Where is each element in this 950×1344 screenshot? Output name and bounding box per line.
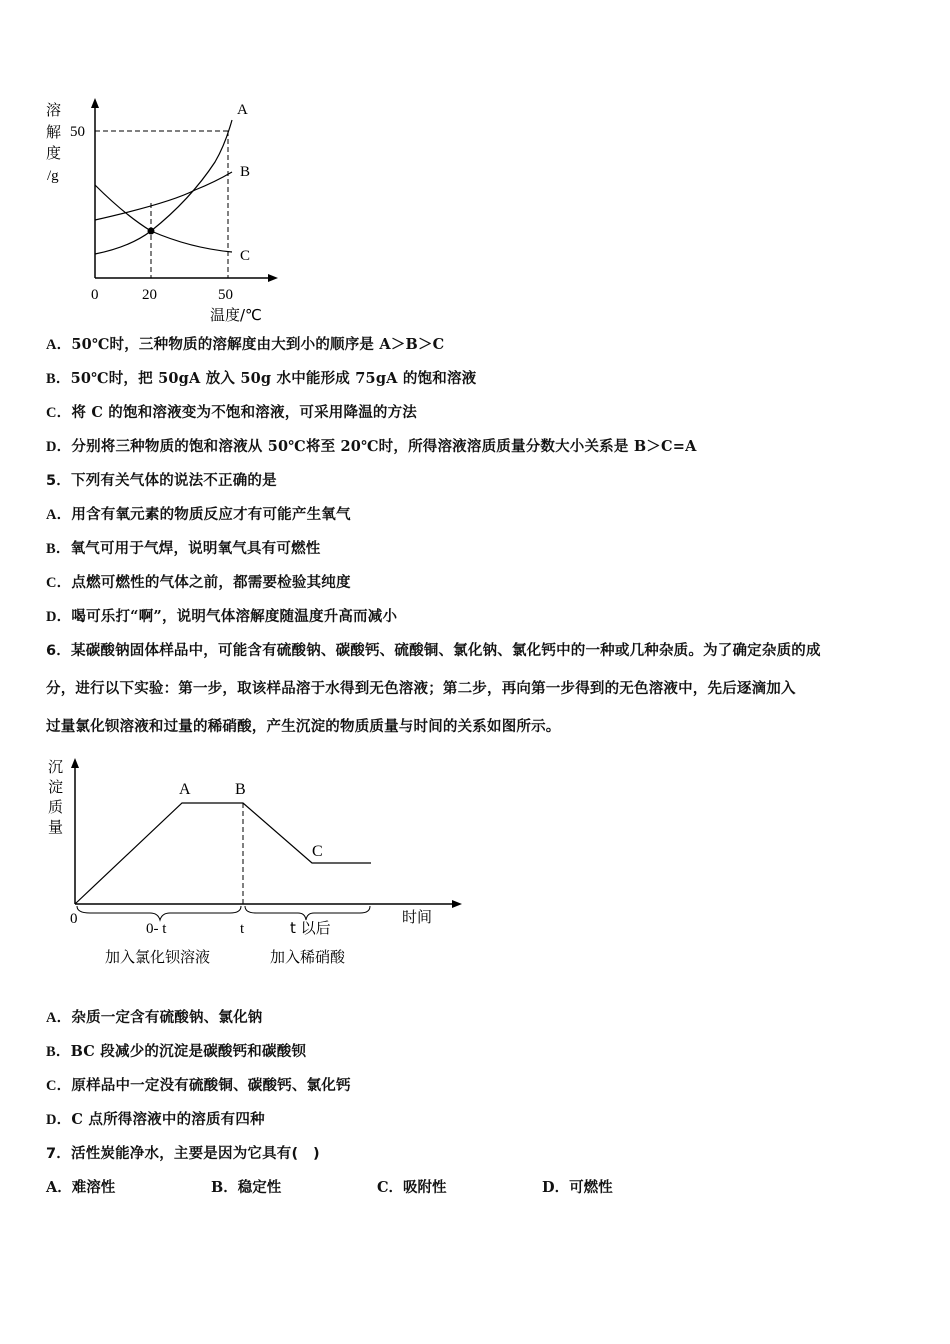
- q6-option-d: [46, 1110, 265, 1130]
- option-label: B．: [46, 541, 71, 557]
- brace-after-t: [245, 906, 370, 920]
- y-axis-label-char: 淀: [48, 778, 64, 796]
- option-text: 氧气可用于气焊，说明氧气具有可燃性: [70, 540, 321, 557]
- q6-stem-line-3: 过量氯化钡溶液和过量的稀硝酸，产生沉淀的物质质量与时间的关系如图所示。: [46, 719, 561, 735]
- option-text: 原样品中一定没有硫酸铜、碳酸钙、氯化钙: [71, 1077, 351, 1094]
- option-label: C．: [46, 1078, 72, 1094]
- precipitate-chart: [40, 750, 480, 980]
- x-tick-20: 20: [142, 287, 157, 303]
- option-label: C．: [377, 1179, 404, 1196]
- q4-option-d: [46, 437, 697, 457]
- q4-option-c: [46, 403, 417, 423]
- action-barium-chloride: 加入氯化钡溶液: [105, 948, 211, 966]
- q5-option-a: [46, 505, 351, 525]
- q4-option-a: [46, 335, 444, 355]
- q7-option-c: [377, 1178, 447, 1198]
- option-label: D．: [46, 609, 72, 625]
- q5-option-c: [46, 573, 351, 593]
- x-tick-50: 50: [218, 287, 233, 303]
- x-axis-label: 温度/℃: [210, 306, 262, 324]
- option-text: C 点所得溶液中的溶质有四种: [71, 1111, 265, 1128]
- option-text: 分别将三种物质的饱和溶液从 50℃将至 20℃时，所得溶液溶质质量分数大小关系是 B＞C=A: [71, 438, 697, 455]
- q5-option-b: [46, 539, 320, 559]
- option-label: B．: [46, 371, 71, 387]
- x-axis-arrow: [268, 274, 278, 282]
- y-tick-50: 50: [70, 124, 85, 140]
- curve-b: [95, 172, 232, 220]
- precipitate-line: [75, 803, 371, 904]
- q7-option-b: [211, 1178, 281, 1198]
- solubility-chart: [40, 90, 300, 330]
- option-text: 用含有氧元素的物质反应才有可能产生氧气: [71, 506, 351, 523]
- q5-option-d: [46, 607, 397, 627]
- y-axis-label-char: 沉: [48, 758, 64, 776]
- q7-option-d: [542, 1178, 613, 1198]
- x-tick-0: 0: [91, 287, 99, 303]
- q7-option-a: [46, 1178, 115, 1198]
- option-text: 稳定性: [237, 1179, 282, 1196]
- option-text: BC 段减少的沉淀是碳酸钙和碳酸钡: [70, 1043, 307, 1060]
- option-text: 可燃性: [569, 1179, 613, 1196]
- intersection-point: [148, 228, 155, 235]
- option-text: 将 C 的饱和溶液变为不饱和溶液，可采用降温的方法: [71, 404, 418, 421]
- q6-option-a: [46, 1008, 262, 1028]
- q6-option-c: [46, 1076, 351, 1096]
- option-label: C．: [46, 405, 72, 421]
- option-label: A．: [46, 507, 72, 523]
- curve-label-c: C: [240, 248, 251, 264]
- y-axis-label-char: 溶: [46, 101, 62, 119]
- origin-label: 0: [70, 911, 78, 927]
- curve-c: [95, 185, 232, 252]
- y-axis-label-char: 量: [48, 818, 64, 836]
- x-axis-arrow: [452, 900, 462, 908]
- option-label: A．: [46, 1179, 72, 1196]
- x-axis-label: 时间: [402, 908, 433, 926]
- y-axis-label-char: 解: [46, 123, 62, 141]
- option-label: A．: [46, 337, 72, 353]
- option-label: C．: [46, 575, 72, 591]
- option-label: D．: [46, 439, 72, 455]
- range-0-t: 0- t: [146, 921, 167, 937]
- option-text: 杂质一定含有硫酸钠、氯化钠: [71, 1009, 263, 1026]
- option-text: 喝可乐打“啊”，说明气体溶解度随温度升高而减小: [71, 608, 398, 625]
- y-axis-arrow: [91, 98, 99, 108]
- curve-label-b: B: [240, 164, 251, 180]
- y-axis-label-char: 度: [46, 144, 62, 162]
- option-label: D．: [542, 1179, 570, 1196]
- q6-stem-line-2: 分，进行以下实验：第一步，取该样品溶于水得到无色溶液；第二步，再向第一步得到的无色溶液中，先后逐滴加入: [46, 681, 796, 697]
- curve-label-a: A: [237, 102, 248, 118]
- option-text: 50℃时，三种物质的溶解度由大到小的顺序是 A＞B＞C: [71, 336, 445, 353]
- point-label-c: C: [312, 843, 323, 860]
- y-axis-arrow: [71, 758, 79, 768]
- option-label: D．: [46, 1112, 72, 1128]
- curve-a: [95, 120, 232, 254]
- option-text: 吸附性: [403, 1179, 447, 1196]
- q6-stem-line-1: 6．某碳酸钠固体样品中，可能含有硫酸钠、碳酸钙、硫酸铜、氯化钠、氯化钙中的一种或几种杂质。为了确定杂质的成: [46, 643, 821, 659]
- y-axis-label-char: 质: [48, 798, 64, 816]
- q5-stem: 5．下列有关气体的说法不正确的是: [46, 473, 277, 489]
- point-label-a: A: [179, 781, 191, 798]
- option-text: 难溶性: [71, 1179, 116, 1196]
- q7-stem: 7．活性炭能净水，主要是因为它具有( ): [46, 1146, 320, 1162]
- brace-0-t: [77, 906, 241, 920]
- y-axis-label-char: /g: [47, 168, 59, 184]
- tick-t: t: [240, 921, 245, 937]
- range-after-t: t 以后: [290, 919, 331, 937]
- option-label: B．: [211, 1179, 238, 1196]
- option-label: A．: [46, 1010, 72, 1026]
- option-label: B．: [46, 1044, 71, 1060]
- action-nitric-acid: 加入稀硝酸: [270, 948, 346, 966]
- option-text: 50℃时，把 50gA 放入 50g 水中能形成 75gA 的饱和溶液: [70, 370, 477, 387]
- point-label-b: B: [235, 781, 246, 798]
- option-text: 点燃可燃性的气体之前，都需要检验其纯度: [71, 574, 351, 591]
- q6-option-b: [46, 1042, 306, 1062]
- q4-option-b: [46, 369, 476, 389]
